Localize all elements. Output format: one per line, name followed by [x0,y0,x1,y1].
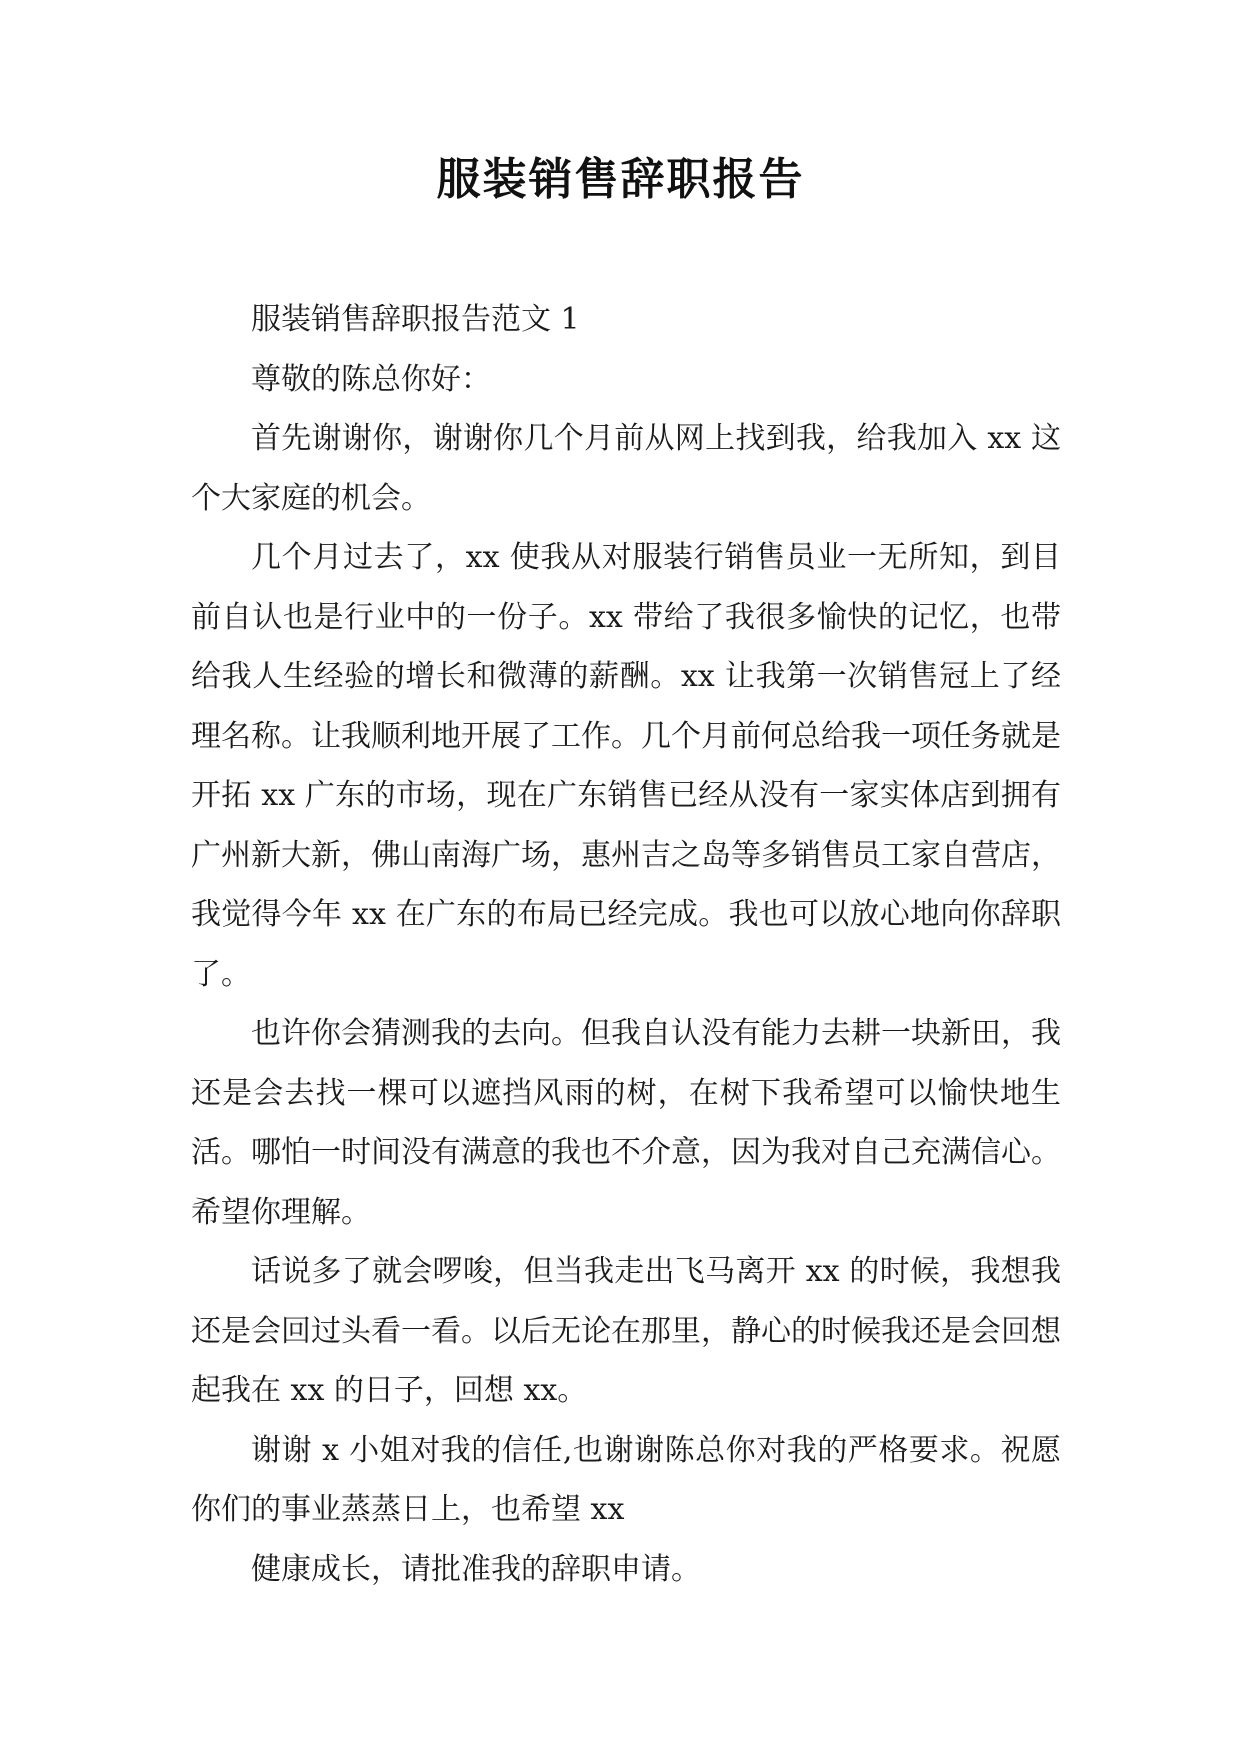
paragraph-thanks: 首先谢谢你，谢谢你几个月前从网上找到我，给我加入 xx 这个大家庭的机会。 [191,421,1061,516]
document-body [191,290,1061,1599]
paragraph-experience: 几个月过去了，xx 使我从对服装行销售员业一无所知，到目前自认也是行业中的一份子。xx 带给了我很多愉快的记忆，也带给我人生经验的增长和微薄的薪酬。xx 让我第一次销售冠上了经理名称。让我顺利地开展了工作。几个月前何总给我一项任务就是开拓 xx 广东的市场，现在广东销售已经从没有一家实体店到拥有广州新大新，佛山南海广场，惠州吉之岛等多销售员工家自营店，我觉得今年 xx 在广东的布局已经完成。我也可以放心地向你辞职了。 [191,540,1061,992]
paragraph-request: 健康成长，请批准我的辞职申请。 [251,1551,701,1587]
paragraph-farewell: 话说多了就会啰唆，但当我走出飞马离开 xx 的时候，我想我还是会回过头看一看。以后无论在那里，静心的时候我还是会回想起我在 xx 的日子，回想 xx。 [191,1254,1061,1408]
paragraph-gratitude: 谢谢 x 小姐对我的信任,也谢谢陈总你对我的严格要求。祝愿你们的事业蒸蒸日上，也希望 xx [191,1432,1061,1527]
document-title: 服装销售辞职报告 [436,154,805,205]
paragraph-future: 也许你会猜测我的去向。但我自认没有能力去耕一块新田，我还是会去找一棵可以遮挡风雨的树，在树下我希望可以愉快地生活。哪怕一时间没有满意的我也不介意，因为我对自己充满信心。希望你理解。 [191,1016,1061,1230]
paragraph-salutation: 尊敬的陈总你好： [251,361,491,397]
paragraph-heading: 服装销售辞职报告范文 1 [251,302,580,337]
